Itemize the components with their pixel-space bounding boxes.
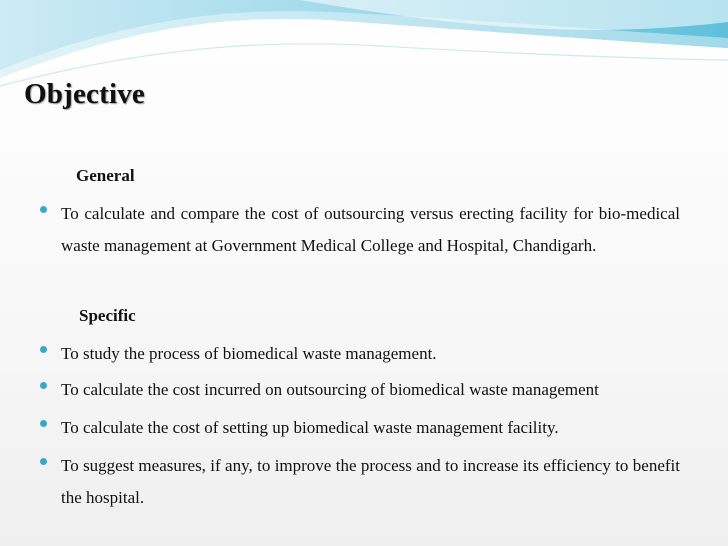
bullet-text: To calculate the cost incurred on outsourcing of biomedical waste management: [61, 380, 599, 399]
slide-title: Objective: [24, 78, 145, 110]
bullet-text: To calculate the cost of setting up biomedical waste management facility.: [61, 418, 559, 437]
general-heading: General: [76, 166, 135, 185]
list-item: [40, 412, 700, 444]
bullet-icon: [40, 206, 47, 213]
bullet-icon: [40, 458, 47, 465]
bullet-icon: [40, 382, 47, 389]
list-item: [40, 338, 700, 370]
specific-heading: Specific: [79, 306, 136, 325]
bullet-icon: [40, 420, 47, 427]
bullet-text: To calculate and compare the cost of outsourcing versus erecting facility for bio-medical waste management at Government Medical College and Hospital, Chandigarh.: [61, 204, 680, 255]
list-item: [40, 450, 700, 513]
bullet-icon: [40, 346, 47, 353]
bullet-text: To suggest measures, if any, to improve the process and to increase its efficiency to benefit the hospital.: [61, 456, 680, 507]
list-item: [40, 374, 700, 406]
list-item: [40, 198, 700, 261]
bullet-text: To study the process of biomedical waste management.: [61, 344, 437, 363]
header-wave-decoration: [0, 0, 728, 90]
